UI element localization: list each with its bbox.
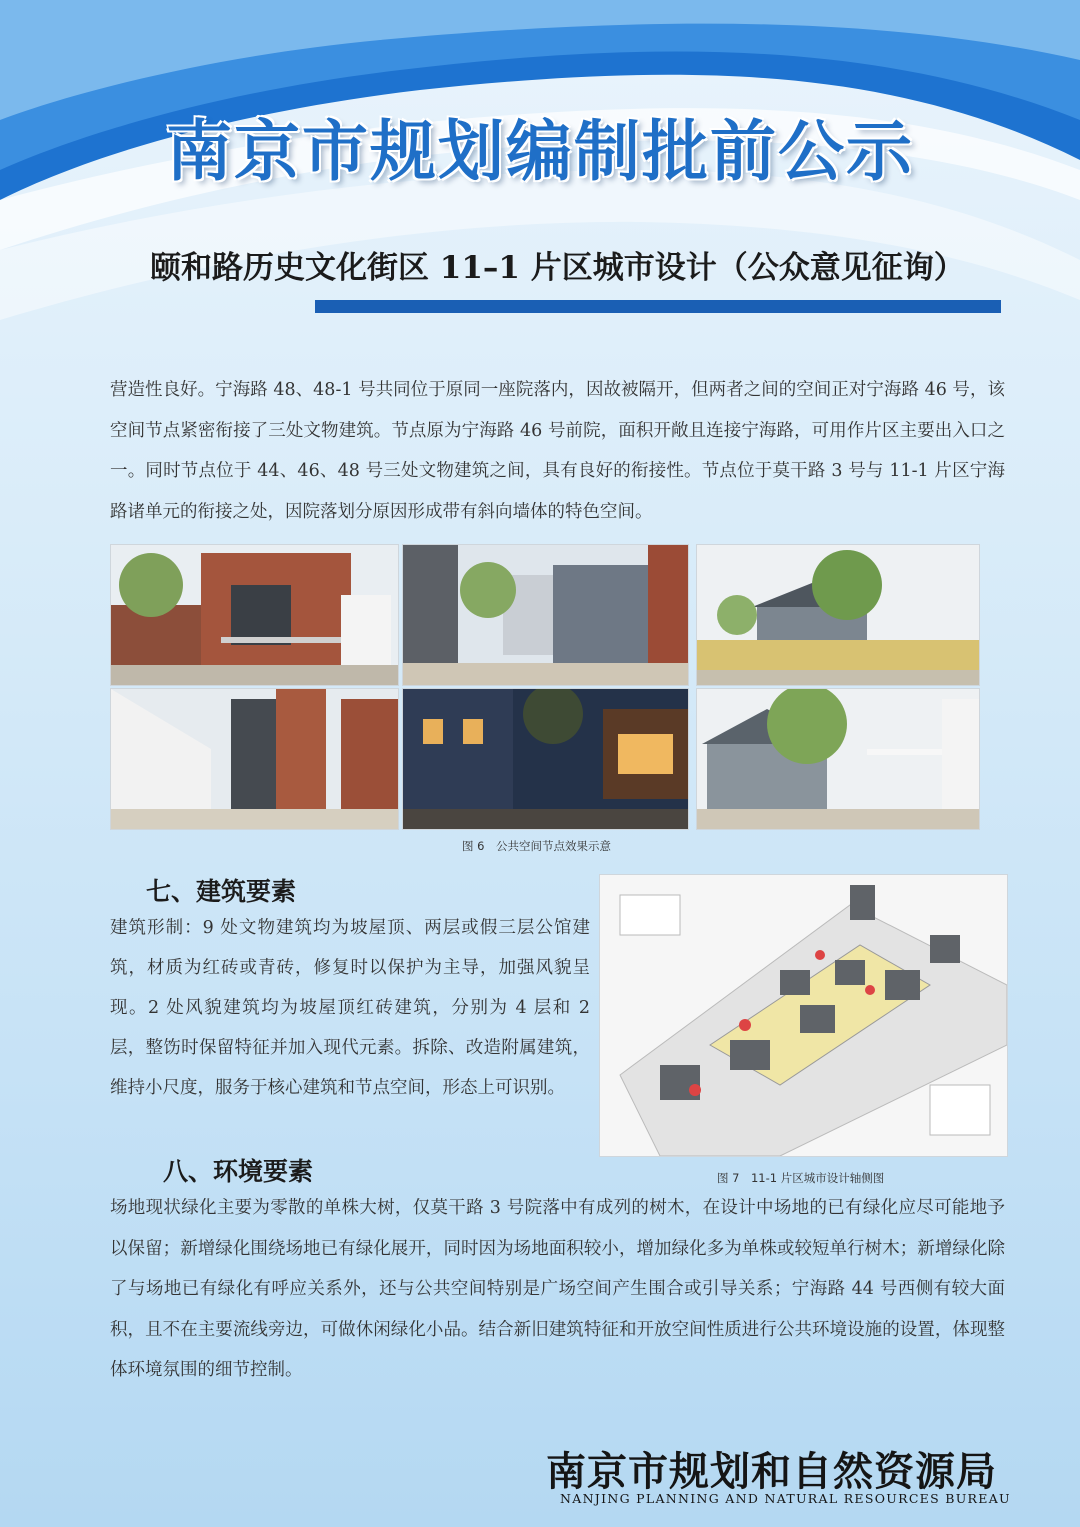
render-image-4 (110, 688, 399, 830)
section-7-paragraph: 建筑形制：9 处文物建筑均为坡屋顶、两层或假三层公馆建筑，材质为红砖或青砖，修复时以保护为主导，加强风貌呈现。2 处风貌建筑均为坡屋顶红砖建筑，分别为 4 层和 2 层，整饬时保留特征并加入现代元素。拆除、改造附属建筑，维持小尺度，服务于核心建筑和节点空间，形态上可识别。 (110, 918, 590, 1098)
render-image-2 (402, 544, 689, 686)
figure-6-caption: 图 6 公共空间节点效果示意 (462, 839, 611, 853)
render-image-6 (696, 688, 980, 830)
section-8-paragraph: 场地现状绿化主要为零散的单株大树，仅莫干路 3 号院落中有成列的树木，在设计中场地的已有绿化应尽可能地予以保留；新增绿化围绕场地已有绿化展开，同时因为场地面积较小，增加绿化多为单株或较短单行树木；新增绿化除了与场地已有绿化有呼应关系外，还与公共空间特别是广场空间产生围合或引导关系；宁海路 44 号西侧有较大面积，且不在主要流线旁边，可做休闲绿化小品。结合新旧建筑特征和开放空间性质进行公共环境设施的设置，体现整体环境氛围的细节控制。 (110, 1198, 1005, 1380)
section-7-heading: 七、建筑要素 (146, 877, 297, 906)
footer-org-cn: 南京市规划和自然资源局 (546, 1448, 997, 1495)
figure-7-caption: 图 7 11-1 片区城市设计轴侧图 (717, 1171, 885, 1185)
intro-paragraph: 营造性良好。宁海路 48、48-1 号共同位于原同一座院落内，因故被隔开，但两者之间的空间正对宁海路 46 号，该空间节点紧密衔接了三处文物建筑。节点原为宁海路 46 号前院，面积开敞且连接宁海路，可用作片区主要出入口之一。同时节点位于 44、46、48 号三处文物建筑之间，具有良好的衔接性。节点位于莫干路 3 号与 11-1 片区宁海路诸单元的衔接之处，因院落划分原因形成带有斜向墙体的特色空间。 (110, 380, 1005, 522)
subtitle: 颐和路历史文化街区 11–1 片区城市设计（公众意见征询） (150, 250, 965, 286)
axonometric-plan-image (599, 874, 1008, 1157)
footer-org-en: NANJING PLANNING AND NATURAL RESOURCES BUREAU (560, 1491, 1011, 1506)
subtitle-underline-bar (315, 300, 1001, 313)
main-title: 南京市规划编制批前公示 (166, 112, 914, 190)
section-8-heading: 八、环境要素 (163, 1157, 314, 1186)
render-image-5 (402, 688, 689, 830)
render-image-1 (110, 544, 399, 686)
render-image-3 (696, 544, 980, 686)
